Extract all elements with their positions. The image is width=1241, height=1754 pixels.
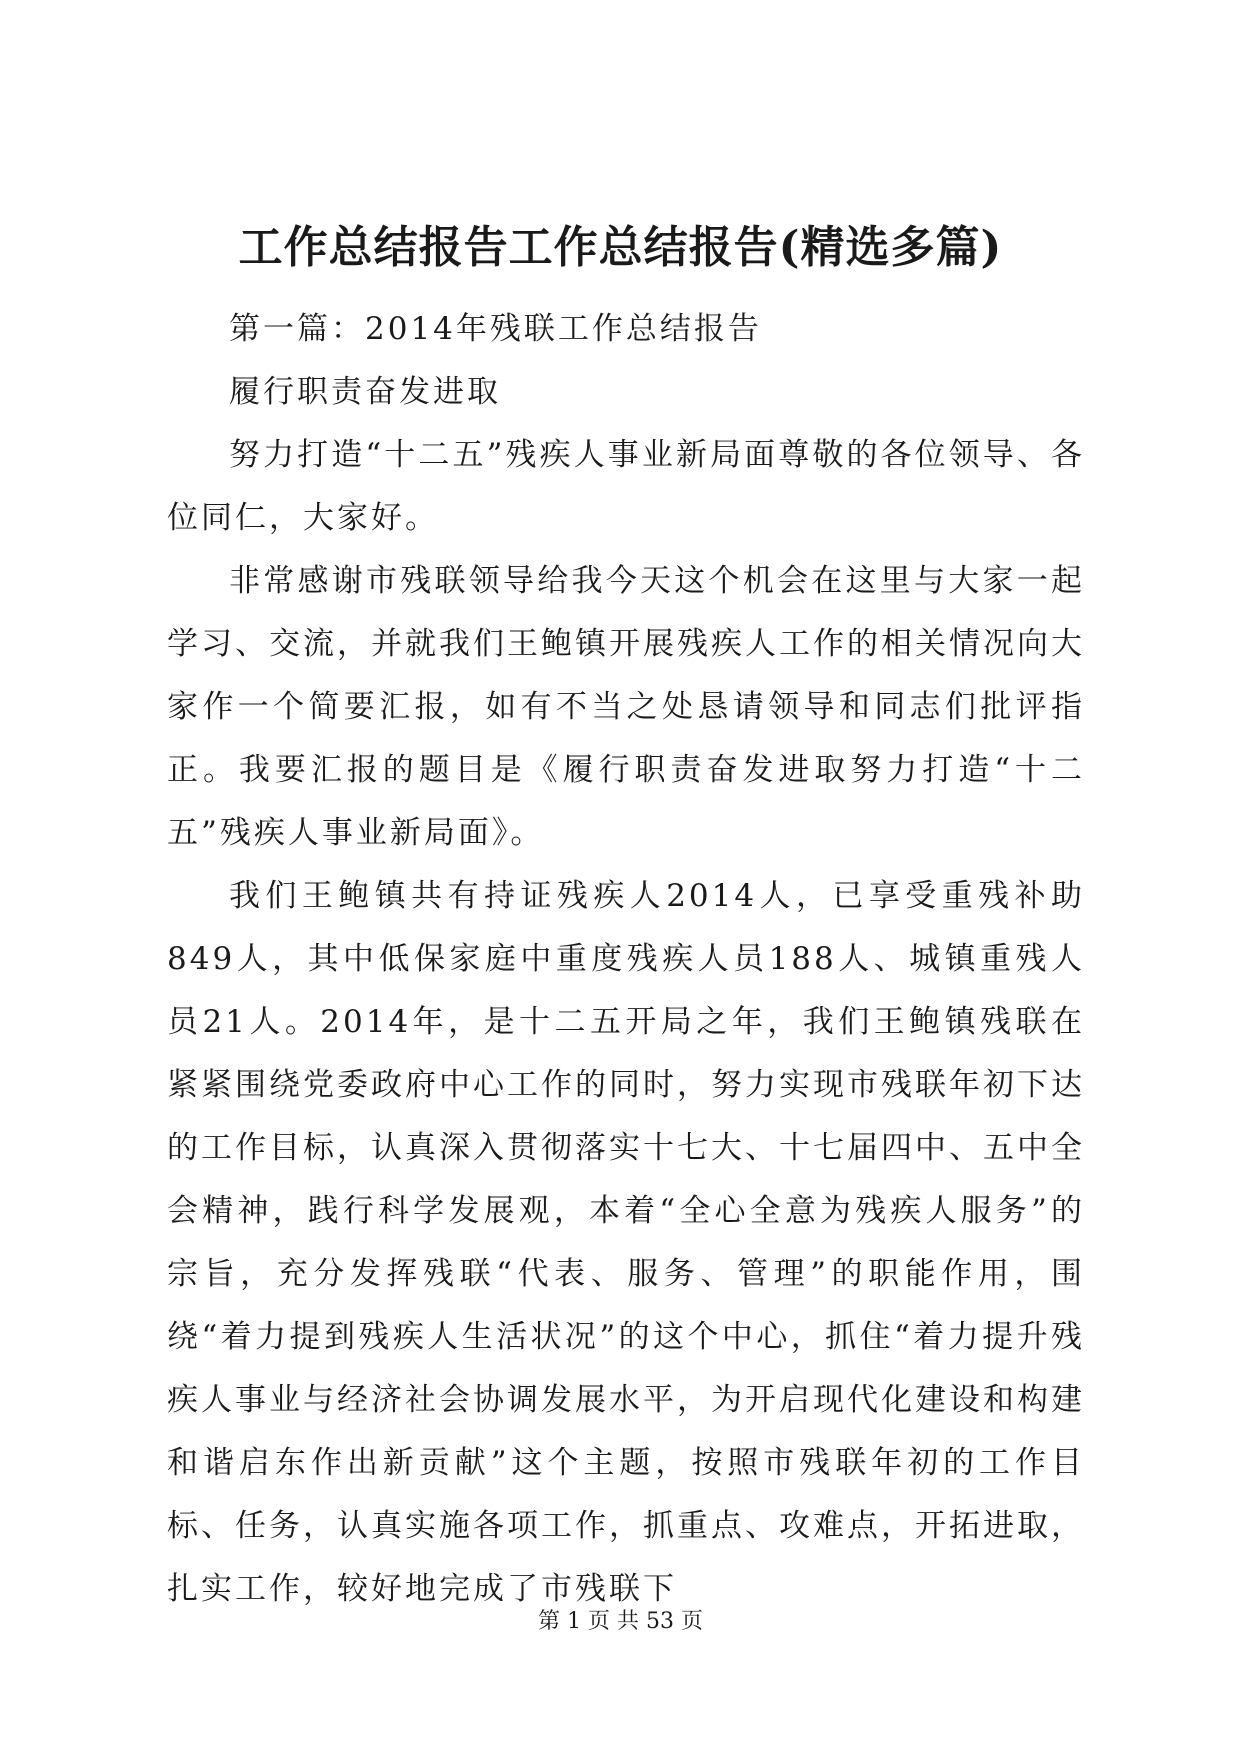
page-footer: 第 1 页 共 53 页: [538, 1609, 703, 1634]
body-paragraph: 我们王鲍镇共有持证残疾人2014人，已享受重残补助849人，其中低保家庭中重度残疾人员188人、城镇重残人员21人。2014年，是十二五开局之年，我们王鲍镇残联在紧紧围绕党委政府中心工作的同时，努力实现市残联年初下达的工作目标，认真深入贯彻落实十七大、十七届四中、五中全会精神，践行科学发展观，本着“全心全意为残疾人服务”的宗旨，充分发挥残联“代表、服务、管理”的职能作用，围绕“着力提到残疾人生活状况”的这个中心，抓住“着力提升残疾人事业与经济社会协调发展水平，为开启现代化建设和构建和谐启东作出新贡献”这个主题，按照市残联年初的工作目标、任务，认真实施各项工作，抓重点、攻难点，开拓进取，扎实工作，较好地完成了市残联下: [167, 878, 1085, 1607]
document-title: 工作总结报告工作总结报告(精选多篇): [238, 222, 1003, 273]
body-paragraph: 努力打造“十二五”残疾人事业新局面尊敬的各位领导、各位同仁，大家好。: [167, 437, 1085, 536]
subtitle-line: 履行职责奋发进取: [229, 374, 501, 410]
section-heading: 第一篇：2014年残联工作总结报告: [229, 311, 762, 347]
document-body: [167, 298, 1085, 1621]
body-paragraph: 非常感谢市残联领导给我今天这个机会在这里与大家一起学习、交流，并就我们王鲍镇开展残疾人工作的相关情况向大家作一个简要汇报，如有不当之处恳请领导和同志们批评指正。我要汇报的题目是《履行职责奋发进取努力打造“十二五”残疾人事业新局面》。: [167, 563, 1085, 851]
